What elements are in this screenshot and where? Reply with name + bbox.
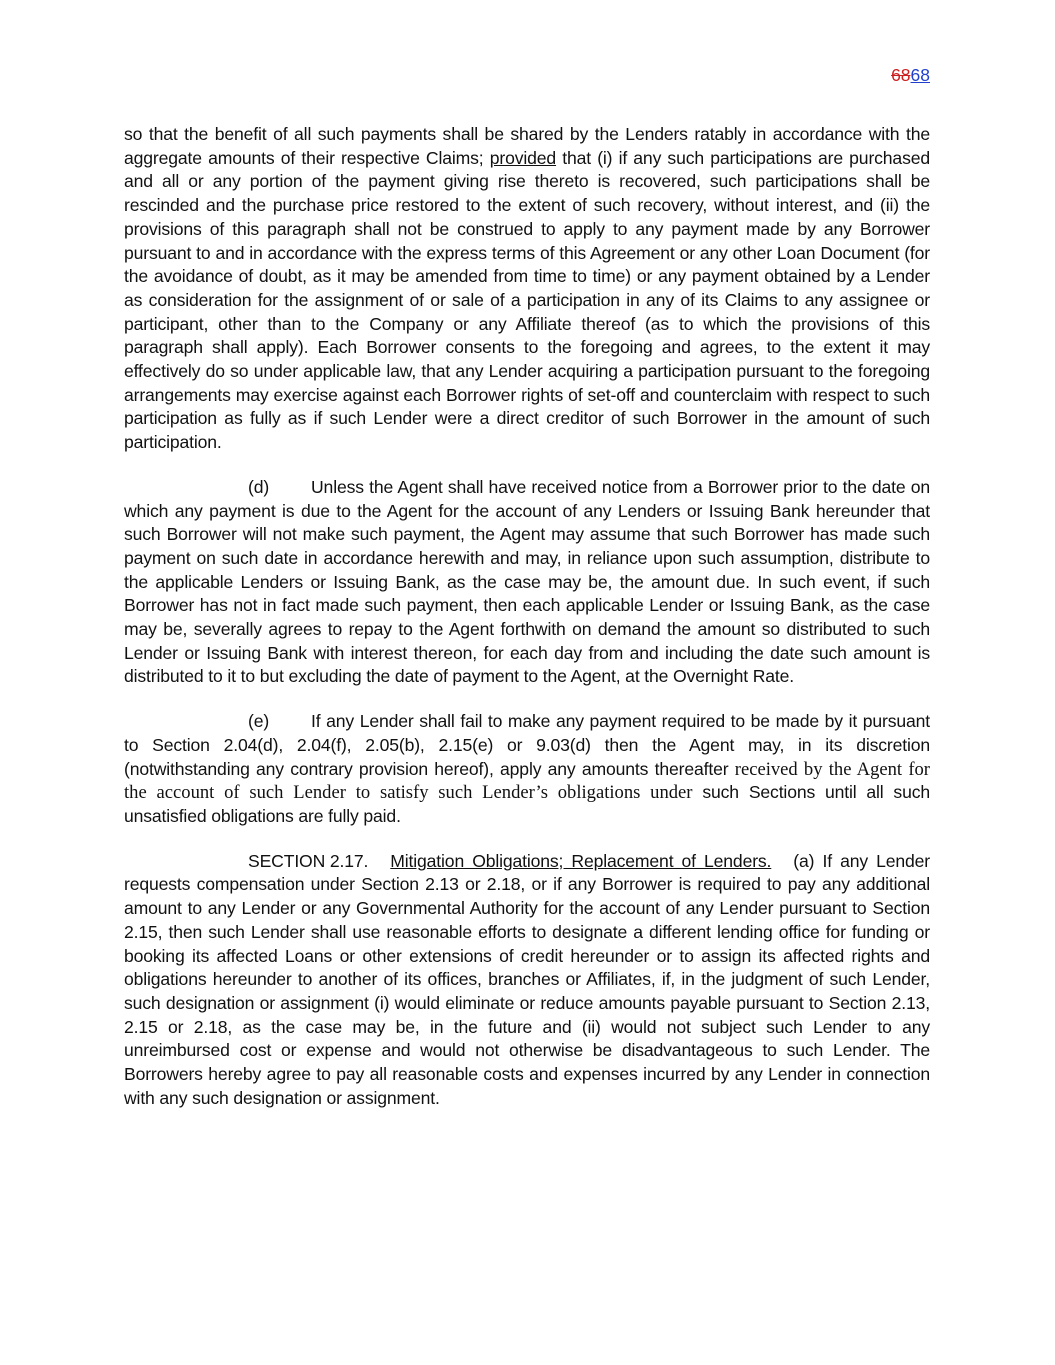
section-title: Mitigation Obligations; Replacement of Lenders. <box>390 850 772 871</box>
clause-label: (a) <box>793 850 815 871</box>
paragraph-continuation <box>124 123 930 455</box>
clause-label: (e) <box>248 711 270 732</box>
page-number <box>891 64 930 86</box>
section-heading: SECTION 2.17. <box>248 850 369 871</box>
section-2-17 <box>124 850 930 1111</box>
paragraph-e <box>124 710 930 829</box>
page-number-inserted: 68 <box>910 65 930 85</box>
paragraph-text: such Sections until all such unsatisfied obligations are fully paid. <box>124 782 930 826</box>
paragraph-text: If any Lender requests compensation under Section 2.13 or 2.18, or if any Borrower is required to pay any additional amount to any Lender or any Governmental Authority for the account of any Lender pursuant to Section 2.15, then such Lender shall use reasonable efforts to designate a different lending office for funding or booking its affected Loans or other extensions of credit hereunder or to assign its affected rights and obligations hereunder to another of its offices, branches or Affiliates, if, in the judgment of such Lender, such designation or assignment (i) would eliminate or reduce amounts payable pursuant to Section 2.13, 2.15 or 2.18, as the case may be, in the future and (ii) would not subject such Lender to any unreimbursed cost or expense and would not otherwise be disadvantageous to such Lender. The Borrowers hereby agree to pay all reasonable costs and expenses incurred by any Lender in connection with any such designation or assignment. <box>124 850 930 1108</box>
paragraph-d <box>124 476 930 689</box>
body-text <box>124 123 930 1110</box>
clause-label: (d) <box>248 476 270 497</box>
paragraph-text: so that the benefit of all such payments shall be shared by the Lenders ratably in accordance with the aggregate amounts of their respective Claims; <box>124 124 930 168</box>
provided-term: provided <box>489 147 557 168</box>
paragraph-text: that (i) if any such participations are purchased and all or any portion of the payment giving rise thereto is recovered, such participations shall be rescinded and the purchase price restored to the extent of such recovery, without interest, and (ii) the provisions of this paragraph shall not be construed to apply to any payment made by any Borrower pursuant to and in accordance with the express terms of this Agreement or any other Loan Document (for the avoidance of doubt, as it may be amended from time to time) or any payment obtained by a Lender as consideration for the assignment of or sale of a participation in any of its Claims to any assignee or participant, other than to the Company or any Affiliate thereof (as to which the provisions of this paragraph shall apply). Each Borrower consents to the foregoing and agrees, to the extent it may effectively do so under applicable law, that any Lender acquiring a participation pursuant to the foregoing arrangements may exercise against each Borrower rights of set-off and counterclaim with respect to such participation as fully as if such Lender were a direct creditor of such Borrower in the amount of such participation. <box>124 147 930 453</box>
paragraph-text-serif: received by the Agent for the account of such Lender to satisfy such Lender’s obligations under <box>124 758 930 804</box>
paragraph-text: Unless the Agent shall have received notice from a Borrower prior to the date on which any payment is due to the Agent for the account of any Lenders or Issuing Bank hereunder that such Borrower will not make such payment, the Agent may assume that such Borrower has made such payment on such date in accordance herewith and may, in reliance upon such assumption, distribute to the applicable Lenders or Issuing Bank, as the case may be, the amount due. In such event, if such Borrower has not in fact made such payment, then each applicable Lender or Issuing Bank, as the case may be, severally agrees to repay to the Agent forthwith on demand the amount so distributed to such Lender or Issuing Bank with interest thereon, for each day from and including the date such amount is distributed to it to but excluding the date of payment to the Agent, at the Overnight Rate. <box>124 476 930 687</box>
paragraph-text: If any Lender shall fail to make any payment required to be made by it pursuant to Section 2.04(d), 2.04(f), 2.05(b), 2.15(e) or 9.03(d) then the Agent may, in its discretion (notwithstanding any contrary provision hereof), apply any amounts thereafter <box>124 711 930 779</box>
page-number-deleted: 68 <box>891 65 911 85</box>
